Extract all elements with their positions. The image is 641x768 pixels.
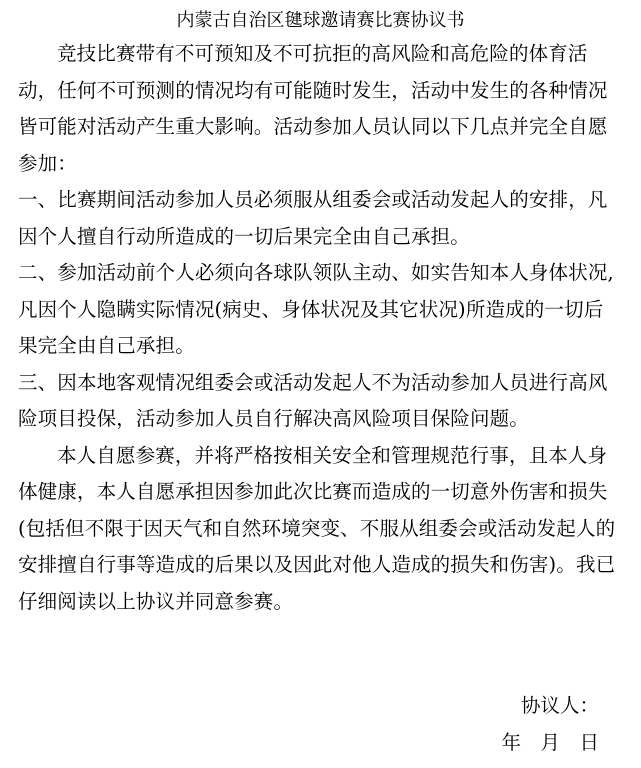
signer-label: 协议人： — [520, 694, 599, 717]
clause-3: 三、因本地客观情况组委会或活动发起人不为活动参加人员进行高风险项目投保，活动参加人员自行解决高风险项目保险问题。 — [18, 370, 608, 430]
document-title: 内蒙古自治区毽球邀请赛比赛协议书 — [176, 10, 465, 31]
date-label: 年 月 日 — [501, 731, 599, 754]
intro-paragraph: 竞技比赛带有不可预知及不可抗拒的高风险和高危险的体育活动，任何不可预测的情况均有可能随时发生，活动中发生的各种情况皆可能对活动产生重大影响。活动参加人员认同以下几点并完全自愿参加： — [18, 42, 608, 175]
declaration-paragraph: 本人自愿参赛，并将严格按相关安全和管理规范行事，且本人身体健康，本人自愿承担因参加此次比赛而造成的一切意外伤害和损失(包括但不限于因天气和自然环境突变、不服从组委会或活动发起人的安排擅自行事等造成的后果以及因此对他人造成的损失和伤害)。我已仔细阅读以上协议并同意参赛。 — [18, 443, 616, 613]
clause-2: 二、参加活动前个人必须向各球队领队主动、如实告知本人身体状况,凡因个人隐瞒实际情况(病史、身体状况及其它状况)所造成的一切后果完全由自己承担。 — [18, 261, 614, 357]
document-body — [18, 36, 618, 620]
clause-1: 一、比赛期间活动参加人员必须服从组委会或活动发起人的安排，凡因个人擅自行动所造成的一切后果完全由自己承担。 — [18, 188, 608, 248]
